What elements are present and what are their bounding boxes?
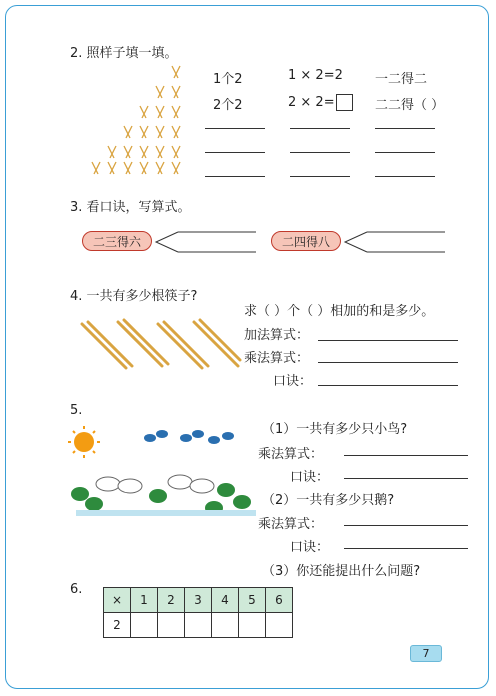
answer-line[interactable] <box>205 176 265 177</box>
multiplication-table <box>103 587 293 638</box>
answer-line[interactable] <box>290 176 350 177</box>
table-header-row <box>104 588 293 613</box>
birds-multiplication-line[interactable] <box>344 455 468 456</box>
answer-cell[interactable] <box>239 613 266 638</box>
answer-box[interactable] <box>336 94 353 111</box>
table-cell: × <box>104 588 131 613</box>
answer-line[interactable] <box>290 128 350 129</box>
geese-multiplication-line[interactable] <box>344 525 468 526</box>
answer-line[interactable] <box>375 152 435 153</box>
birds-koujue-label: 口诀： <box>290 470 330 485</box>
answer-line[interactable] <box>290 152 350 153</box>
table-cell: 2 <box>158 588 185 613</box>
table-cell: 5 <box>239 588 266 613</box>
answer-cell[interactable] <box>266 613 293 638</box>
table-cell: 2 <box>104 613 131 638</box>
question-4-prompt: 求（ ）个（ ）相加的和是多少。 <box>244 304 435 319</box>
sub-question-3: （3）你还能提出什么问题? <box>262 564 421 579</box>
example-col3-row2: 二二得（ ） <box>375 98 445 113</box>
table-cell: 1 <box>131 588 158 613</box>
koujue-pill-2: 二四得八 <box>271 231 341 251</box>
birds-koujue-line[interactable] <box>344 478 468 479</box>
sub-question-1: （1）一共有多少只小鸟? <box>262 422 408 437</box>
table-cell: 6 <box>266 588 293 613</box>
answer-cell[interactable] <box>185 613 212 638</box>
addition-label: 加法算式： <box>244 328 310 343</box>
multiplication-answer-line[interactable] <box>318 362 458 363</box>
example-col1-row2: 2个2 <box>213 98 243 113</box>
answer-line[interactable] <box>205 152 265 153</box>
table-cell: 4 <box>212 588 239 613</box>
answer-line[interactable] <box>375 128 435 129</box>
table-cell: 3 <box>185 588 212 613</box>
table-row <box>104 613 293 638</box>
question-3-title: 3. 看口诀，写算式。 <box>70 200 191 215</box>
addition-answer-line[interactable] <box>318 340 458 341</box>
example-col2-row2 <box>288 94 353 111</box>
koujue-pill-1: 二三得六 <box>82 231 152 251</box>
birds-multiplication-label: 乘法算式： <box>258 447 324 462</box>
branch-lines-2 <box>341 227 451 257</box>
example-col2-row1: 1 × 2=2 <box>288 68 343 83</box>
example-col1-row1: 1个2 <box>213 72 243 87</box>
question-5-title: 5. <box>70 403 83 418</box>
birds-geese-illustration <box>66 424 262 524</box>
question-6-title: 6. <box>70 582 83 597</box>
answer-cell[interactable] <box>212 613 239 638</box>
chopsticks-triangle-illustration <box>86 62 190 178</box>
sun-icon <box>68 426 100 458</box>
chopsticks-illustration <box>78 318 244 376</box>
equation-text: 2 × 2= <box>288 95 335 110</box>
multiplication-label: 乘法算式： <box>244 351 310 366</box>
branch-lines-1 <box>152 227 262 257</box>
geese-koujue-line[interactable] <box>344 548 468 549</box>
answer-cell[interactable] <box>131 613 158 638</box>
answer-line[interactable] <box>375 176 435 177</box>
question-4-title: 4. 一共有多少根筷子? <box>70 289 198 304</box>
koujue-answer-line[interactable] <box>318 385 458 386</box>
chopstick-pair <box>172 66 180 78</box>
geese-koujue-label: 口诀： <box>290 540 330 555</box>
example-col3-row1: 一二得二 <box>375 72 428 87</box>
question-2-title: 2. 照样子填一填。 <box>70 46 178 61</box>
answer-cell[interactable] <box>158 613 185 638</box>
sub-question-2: （2）一共有多少只鹅? <box>262 493 395 508</box>
koujue-label: 口诀： <box>273 374 313 389</box>
page-number: 7 <box>410 645 442 662</box>
geese-multiplication-label: 乘法算式： <box>258 517 324 532</box>
answer-line[interactable] <box>205 128 265 129</box>
